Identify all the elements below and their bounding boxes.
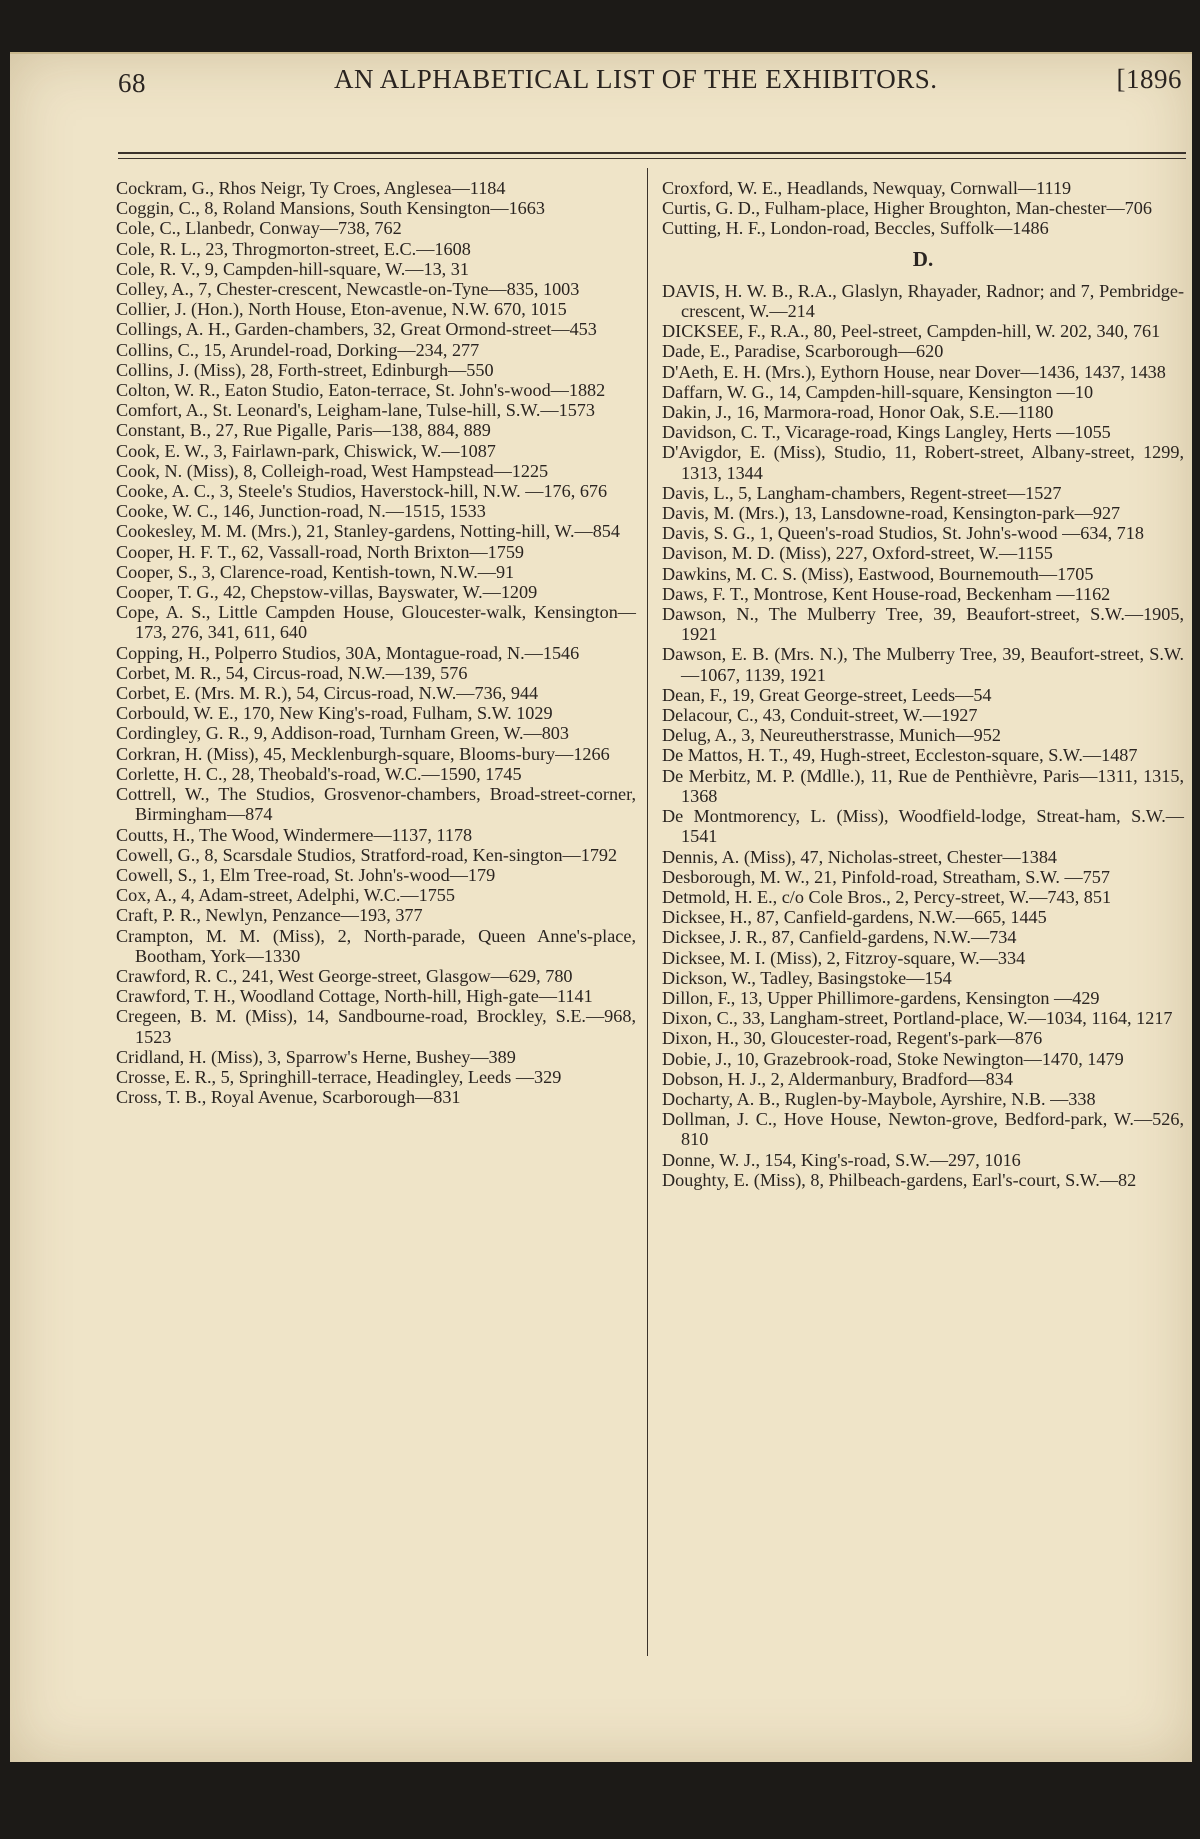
- exhibitor-entry: Cockram, G., Rhos Neigr, Ty Croes, Anglesea—1184: [116, 178, 506, 198]
- exhibitor-entry: Daffarn, W. G., 14, Campden-hill-square, Kensington —10: [662, 381, 1094, 402]
- exhibitor-entry: Cook, E. W., 3, Fairlawn-park, Chiswick, W.—1087: [116, 440, 496, 461]
- exhibitor-entry: Dakin, J., 16, Marmora-road, Honor Oak, S.E.—1180: [662, 402, 1054, 423]
- exhibitor-entry: D'Aeth, E. H. (Mrs.), Eythorn House, near Dover—1436, 1437, 1438: [662, 361, 1166, 382]
- exhibitor-entry: Docharty, A. B., Ruglen-by-Maybole, Ayrshire, N.B. —338: [662, 1088, 1096, 1109]
- exhibitor-entry: Cole, R. L., 23, Throgmorton-street, E.C.—1608: [116, 238, 471, 259]
- exhibitor-entry: Dixon, C., 33, Langham-street, Portland-place, W.—1034, 1164, 1217: [662, 1008, 1173, 1029]
- exhibitor-entry: Corbet, M. R., 54, Circus-road, N.W.—139, 576: [116, 662, 468, 683]
- exhibitor-entry: Dennis, A. (Miss), 47, Nicholas-street, Chester—1384: [662, 846, 1058, 867]
- exhibitor-entry: Davison, M. D. (Miss), 227, Oxford-street, W.—1155: [662, 543, 1053, 564]
- exhibitor-entry: Dollman, J. C., Hove House, Newton-grove, Bedford-park, W.—526, 810: [662, 1109, 1184, 1150]
- exhibitor-entry: Doughty, E. (Miss), 8, Philbeach-gardens, Earl's-court, S.W.—82: [662, 1169, 1137, 1190]
- exhibitor-entry: Constant, B., 27, Rue Pigalle, Paris—138, 884, 889: [116, 420, 491, 441]
- exhibitor-entry: Daws, F. T., Montrose, Kent House-road, Beckenham —1162: [662, 583, 1111, 604]
- exhibitor-entry: Donne, W. J., 154, King's-road, S.W.—297, 1016: [662, 1149, 1021, 1170]
- exhibitor-entry: Cowell, S., 1, Elm Tree-road, St. John's-wood—179: [116, 864, 496, 885]
- exhibitor-entry: Dade, E., Paradise, Scarborough—620: [662, 341, 944, 362]
- exhibitor-entry: Cutting, H. F., London-road, Beccles, Suffolk—1486: [662, 218, 1049, 239]
- exhibitor-entry: Davis, L., 5, Langham-chambers, Regent-street—1527: [662, 482, 1062, 503]
- exhibitor-entry: Colley, A., 7, Chester-crescent, Newcastle-on-Tyne—835, 1003: [116, 279, 580, 300]
- exhibitor-entry: Comfort, A., St. Leonard's, Leigham-lane, Tulse-hill, S.W.—1573: [116, 400, 595, 421]
- exhibitor-entry: Crampton, M. M. (Miss), 2, North-parade, Queen Anne's-place, Bootham, York—1330: [116, 925, 636, 966]
- exhibitor-entry: Cox, A., 4, Adam-street, Adelphi, W.C.—1755: [116, 885, 455, 906]
- exhibitor-entry: Cordingley, G. R., 9, Addison-road, Turnham Green, W.—803: [116, 723, 569, 744]
- exhibitor-entry: De Mattos, H. T., 49, Hugh-street, Eccleston-square, S.W.—1487: [662, 745, 1138, 766]
- exhibitor-entry: Cookesley, M. M. (Mrs.), 21, Stanley-gardens, Notting-hill, W.—854: [116, 521, 620, 542]
- column-divider: [647, 168, 648, 1656]
- exhibitor-entry: Dean, F., 19, Great George-street, Leeds—54: [662, 684, 992, 705]
- exhibitor-entry: Cottrell, W., The Studios, Grosvenor-chambers, Broad-street-corner, Birmingham—874: [116, 784, 636, 825]
- exhibitor-entry: Davis, M. (Mrs.), 13, Lansdowne-road, Kensington-park—927: [662, 503, 1121, 524]
- right-column-entries: [662, 281, 1184, 1190]
- section-heading-d: D.: [912, 246, 934, 271]
- exhibitor-entry: Dicksee, H., 87, Canfield-gardens, N.W.—665, 1445: [662, 907, 1047, 928]
- exhibitor-entry: Crawford, T. H., Woodland Cottage, North-hill, High-gate—1141: [116, 986, 593, 1007]
- right-column: [662, 178, 1184, 1190]
- exhibitor-entry: Corlette, H. C., 28, Theobald's-road, W.C.—1590, 1745: [116, 763, 522, 784]
- header-rule-thin: [118, 158, 1186, 159]
- exhibitor-entry: De Montmorency, L. (Miss), Woodfield-lodge, Streat-ham, S.W.—1541: [662, 806, 1184, 847]
- exhibitor-entry: Cook, N. (Miss), 8, Colleigh-road, West Hampstead—1225: [116, 460, 549, 481]
- exhibitor-entry: Dicksee, M. I. (Miss), 2, Fitzroy-square, W.—334: [662, 947, 1026, 968]
- exhibitor-entry: Cregeen, B. M. (Miss), 14, Sandbourne-road, Brockley, S.E.—968, 1523: [116, 1006, 636, 1047]
- exhibitor-entry: Copping, H., Polperro Studios, 30A, Montague-road, N.—1546: [116, 642, 580, 663]
- exhibitor-entry: Cole, C., Llanbedr, Conway—738, 762: [116, 218, 402, 239]
- exhibitor-entry: Dixon, H., 30, Gloucester-road, Regent's-park—876: [662, 1028, 1043, 1049]
- exhibitor-entry: Craft, P. R., Newlyn, Penzance—193, 377: [116, 905, 423, 926]
- page-title: AN ALPHABETICAL LIST OF THE EXHIBITORS.: [334, 64, 938, 94]
- exhibitor-entry: Corbet, E. (Mrs. M. R.), 54, Circus-road, N.W.—736, 944: [116, 683, 539, 704]
- exhibitor-entry: Corbould, W. E., 170, New King's-road, Fulham, S.W. 1029: [116, 703, 553, 724]
- exhibitor-entry: Dillon, F., 13, Upper Phillimore-gardens, Kensington —429: [662, 987, 1100, 1008]
- header-rule: [118, 152, 1186, 154]
- exhibitor-entry: Colton, W. R., Eaton Studio, Eaton-terrace, St. John's-wood—1882: [116, 380, 606, 401]
- year-label: [1896: [1116, 64, 1182, 94]
- exhibitor-entry: Delug, A., 3, Neureutherstrasse, Munich—952: [662, 725, 1001, 746]
- exhibitor-entry: De Merbitz, M. P. (Mdlle.), 11, Rue de Penthièvre, Paris—1311, 1315, 1368: [662, 765, 1184, 806]
- exhibitor-entry: Cole, R. V., 9, Campden-hill-square, W.—13, 31: [116, 258, 469, 279]
- exhibitor-entry: DAVIS, H. W. B., R.A., Glaslyn, Rhayader, Radnor; and 7, Pembridge-crescent, W.—214: [662, 280, 1184, 322]
- exhibitor-entry: Crosse, E. R., 5, Springhill-terrace, Headingley, Leeds —329: [116, 1066, 562, 1087]
- exhibitor-entry: Dobie, J., 10, Grazebrook-road, Stoke Newington—1470, 1479: [662, 1048, 1124, 1069]
- right-column-top: [662, 178, 1184, 239]
- exhibitor-entry: Crawford, R. C., 241, West George-street, Glasgow—629, 780: [116, 965, 573, 986]
- exhibitor-entry: Dickson, W., Tadley, Basingstoke—154: [662, 967, 952, 988]
- exhibitor-entry: Dicksee, J. R., 87, Canfield-gardens, N.W.—734: [662, 927, 1017, 948]
- exhibitor-entry: Davidson, C. T., Vicarage-road, Kings Langley, Herts —1055: [662, 422, 1111, 443]
- exhibitor-entry: Cooke, W. C., 146, Junction-road, N.—1515, 1533: [116, 501, 486, 522]
- exhibitor-entry: Coggin, C., 8, Roland Mansions, South Kensington—1663: [116, 198, 545, 219]
- exhibitor-entry: Dawson, E. B. (Mrs. N.), The Mulberry Tree, 39, Beaufort-street, S.W.—1067, 1139, 1921: [662, 644, 1184, 685]
- exhibitor-entry: Delacour, C., 43, Conduit-street, W.—1927: [662, 705, 978, 726]
- exhibitor-entry: Curtis, G. D., Fulham-place, Higher Broughton, Man-chester—706: [662, 198, 1152, 219]
- exhibitor-entry: Collins, C., 15, Arundel-road, Dorking—234, 277: [116, 339, 480, 360]
- exhibitor-entry: Dobson, H. J., 2, Aldermanbury, Bradford—834: [662, 1068, 1013, 1089]
- exhibitor-entry: Collier, J. (Hon.), North House, Eton-avenue, N.W. 670, 1015: [116, 299, 567, 320]
- exhibitor-entry: Dawkins, M. C. S. (Miss), Eastwood, Bournemouth—1705: [662, 563, 1094, 584]
- exhibitor-entry: Cooper, S., 3, Clarence-road, Kentish-town, N.W.—91: [116, 561, 515, 582]
- exhibitor-entry: Cooke, A. C., 3, Steele's Studios, Haverstock-hill, N.W. —176, 676: [116, 481, 608, 502]
- exhibitor-entry: Dawson, N., The Mulberry Tree, 39, Beaufort-street, S.W.—1905, 1921: [662, 604, 1184, 645]
- exhibitor-entry: Collings, A. H., Garden-chambers, 32, Great Ormond-street—453: [116, 319, 597, 340]
- exhibitor-entry: Cooper, H. F. T., 62, Vassall-road, North Brixton—1759: [116, 541, 525, 562]
- exhibitor-entry: Cooper, T. G., 42, Chepstow-villas, Bayswater, W.—1209: [116, 582, 538, 603]
- exhibitor-entry: Collins, J. (Miss), 28, Forth-street, Edinburgh—550: [116, 359, 494, 380]
- exhibitor-entry: Croxford, W. E., Headlands, Newquay, Cornwall—1119: [662, 178, 1072, 198]
- exhibitor-entry: Davis, S. G., 1, Queen's-road Studios, St. John's-wood —634, 718: [662, 523, 1144, 544]
- exhibitor-entry: Cowell, G., 8, Scarsdale Studios, Stratford-road, Ken-sington—1792: [116, 844, 618, 865]
- left-column: [116, 178, 636, 1107]
- exhibitor-entry: Corkran, H. (Miss), 45, Mecklenburgh-square, Blooms-bury—1266: [116, 743, 610, 764]
- exhibitor-entry: Cross, T. B., Royal Avenue, Scarborough—831: [116, 1087, 461, 1108]
- page-number: 68: [118, 68, 146, 98]
- page-header: [118, 62, 1186, 102]
- exhibitor-entry: Cridland, H. (Miss), 3, Sparrow's Herne, Bushey—389: [116, 1046, 516, 1067]
- exhibitor-entry: Cope, A. S., Little Campden House, Gloucester-walk, Kensington—173, 276, 341, 611, 640: [116, 602, 636, 643]
- exhibitor-entry: Desborough, M. W., 21, Pinfold-road, Streatham, S.W. —757: [662, 866, 1110, 887]
- exhibitor-entry: DICKSEE, F., R.A., 80, Peel-street, Campden-hill, W. 202, 340, 761: [662, 321, 1161, 342]
- exhibitor-entry: Coutts, H., The Wood, Windermere—1137, 1178: [116, 824, 473, 845]
- exhibitor-entry: D'Avigdor, E. (Miss), Studio, 11, Robert-street, Albany-street, 1299, 1313, 1344: [662, 442, 1184, 483]
- exhibitor-entry: Detmold, H. E., c/o Cole Bros., 2, Percy-street, W.—743, 851: [662, 886, 1112, 907]
